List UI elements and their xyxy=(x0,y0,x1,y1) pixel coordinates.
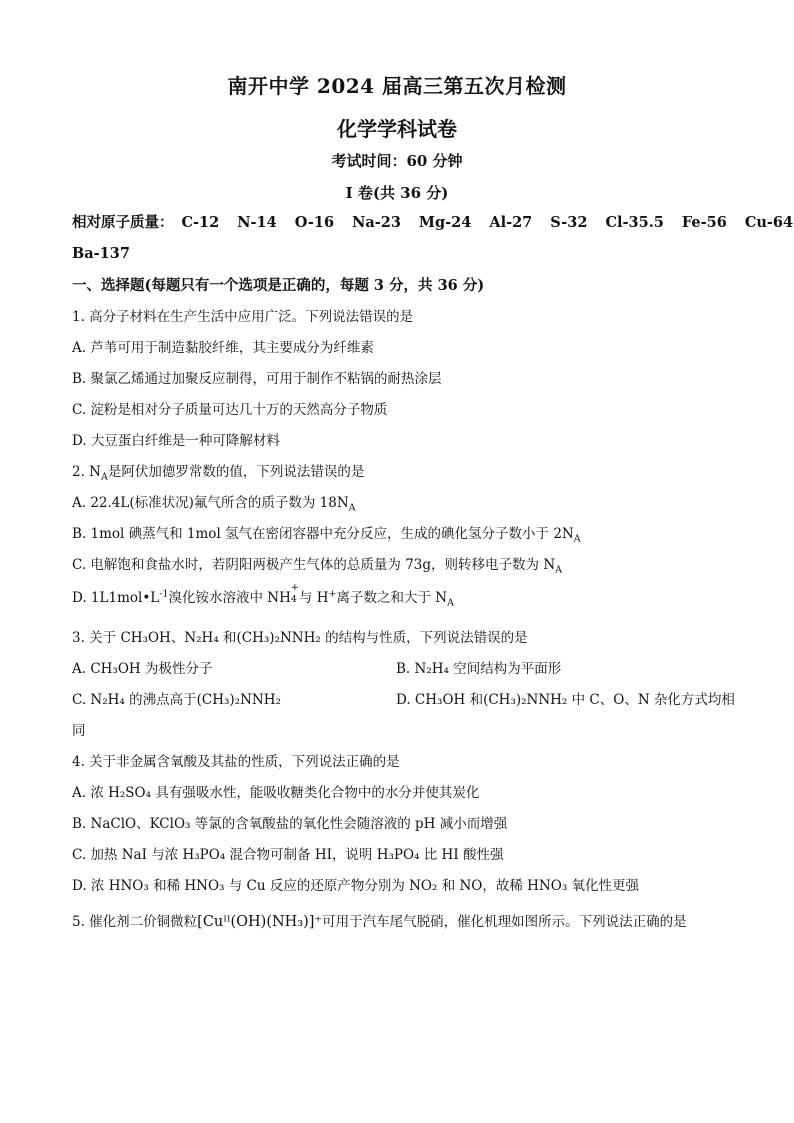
question-3-option-c: C. N₂H₄ 的沸点高于(CH₃)₂NNH₂ xyxy=(72,692,281,708)
mass-item: Mg-24 xyxy=(418,214,472,231)
question-3-option-b: B. N₂H₄ 空间结构为平面形 xyxy=(396,661,562,677)
question-3-option-d-wrap: 同 xyxy=(72,723,86,739)
question-1-option-d: D. 大豆蛋白纤维是一种可降解材料 xyxy=(72,433,280,449)
question-4-option-c: C. 加热 NaI 与浓 H₃PO₄ 混合物可制备 HI，说明 H₃PO₄ 比 HI 酸性强 xyxy=(72,847,504,863)
question-3-stem: 3. 关于 CH₃OH、N₂H₄ 和(CH₃)₂NNH₂ 的结构与性质，下列说法错误的是 xyxy=(72,630,528,646)
question-1-stem: 1. 高分子材料在生产生活中应用广泛。下列说法错误的是 xyxy=(72,309,414,325)
atomic-masses-label: 相对原子质量： xyxy=(72,214,174,231)
mass-item: Fe-56 xyxy=(681,214,727,231)
exam-time: 考试时间：60 分钟 xyxy=(331,152,463,170)
exam-subtitle: 化学学科试卷 xyxy=(337,117,457,141)
mass-item: Cu-64 xyxy=(744,214,794,231)
section-heading: 一、选择题(每题只有一个选项是正确的，每题 3 分，共 36 分) xyxy=(72,277,485,294)
mass-item: C-12 xyxy=(181,214,220,231)
question-4-stem: 4. 关于非金属含氧酸及其盐的性质，下列说法正确的是 xyxy=(72,754,400,770)
mass-item: Al-27 xyxy=(489,214,533,231)
question-2-option-a: A. 22.4L(标准状况)氟气所含的质子数为 $18N_A$ xyxy=(72,495,356,514)
mass-item: O-16 xyxy=(294,214,335,231)
question-5-stem: 5. 催化剂二价铜微粒[Cuᴵᴵ(OH)(NH₃)]⁺可用于汽车尾气脱硝，催化机理如图所示。下列说法正确的是 xyxy=(72,914,687,930)
exam-part: I 卷(共 36 分) xyxy=(345,184,449,202)
question-4-option-b: B. NaClO、KClO₃ 等氯的含氧酸盐的氧化性会随溶液的 pH 减小而增强 xyxy=(72,816,508,832)
mass-item: N-14 xyxy=(237,214,277,231)
question-3-option-a: A. CH₃OH 为极性分子 xyxy=(72,661,213,677)
mass-item: S-32 xyxy=(550,214,588,231)
question-1-option-c: C. 淀粉是相对分子质量可达几十万的天然高分子物质 xyxy=(72,402,388,418)
mass-item: Cl-35.5 xyxy=(605,214,664,231)
question-2-option-d: D. $1L1mol•L^{-1}$溴化铵水溶液中 NH + 4 与 H+离子数之和大于 $N_A$ xyxy=(72,582,454,609)
question-2-option-c: C. 电解饱和食盐水时，若阴阳两极产生气体的总质量为 73g，则转移电子数为 $N_A$ xyxy=(72,557,563,576)
question-4-option-a: A. 浓 H₂SO₄ 具有强吸水性，能吸收糖类化合物中的水分并使其炭化 xyxy=(72,785,480,801)
question-1-option-a: A. 芦苇可用于制造黏胶纤维，其主要成分为纤维素 xyxy=(72,340,374,356)
exam-title: 南开中学 2024 届高三第五次月检测 xyxy=(227,74,567,98)
question-2-stem: 2. $N_A$是阿伏加德罗常数的值，下列说法错误的是 xyxy=(72,464,365,483)
question-3-option-d: D. CH₃OH 和(CH₃)₂NNH₂ 中 C、O、N 杂化方式均相 xyxy=(396,692,735,708)
atomic-masses xyxy=(72,213,794,233)
copper-complex-formula: [Cuᴵᴵ(OH)(NH₃)]⁺ xyxy=(197,914,323,930)
atomic-masses-wrap: Ba-137 xyxy=(72,245,130,262)
question-4-option-d: D. 浓 HNO₃ 和稀 HNO₃ 与 Cu 反应的还原产物分别为 NO₂ 和 NO，故稀 HNO₃ 氧化性更强 xyxy=(72,878,640,894)
mass-item: Na-23 xyxy=(352,214,401,231)
question-2-option-b: B. 1mol 碘蒸气和 1mol 氢气在密闭容器中充分反应，生成的碘化氢分子数小于 $2N_A$ xyxy=(72,526,581,545)
question-1-option-b: B. 聚氯乙烯通过加聚反应制得，可用于制作不粘锅的耐热涂层 xyxy=(72,371,442,387)
